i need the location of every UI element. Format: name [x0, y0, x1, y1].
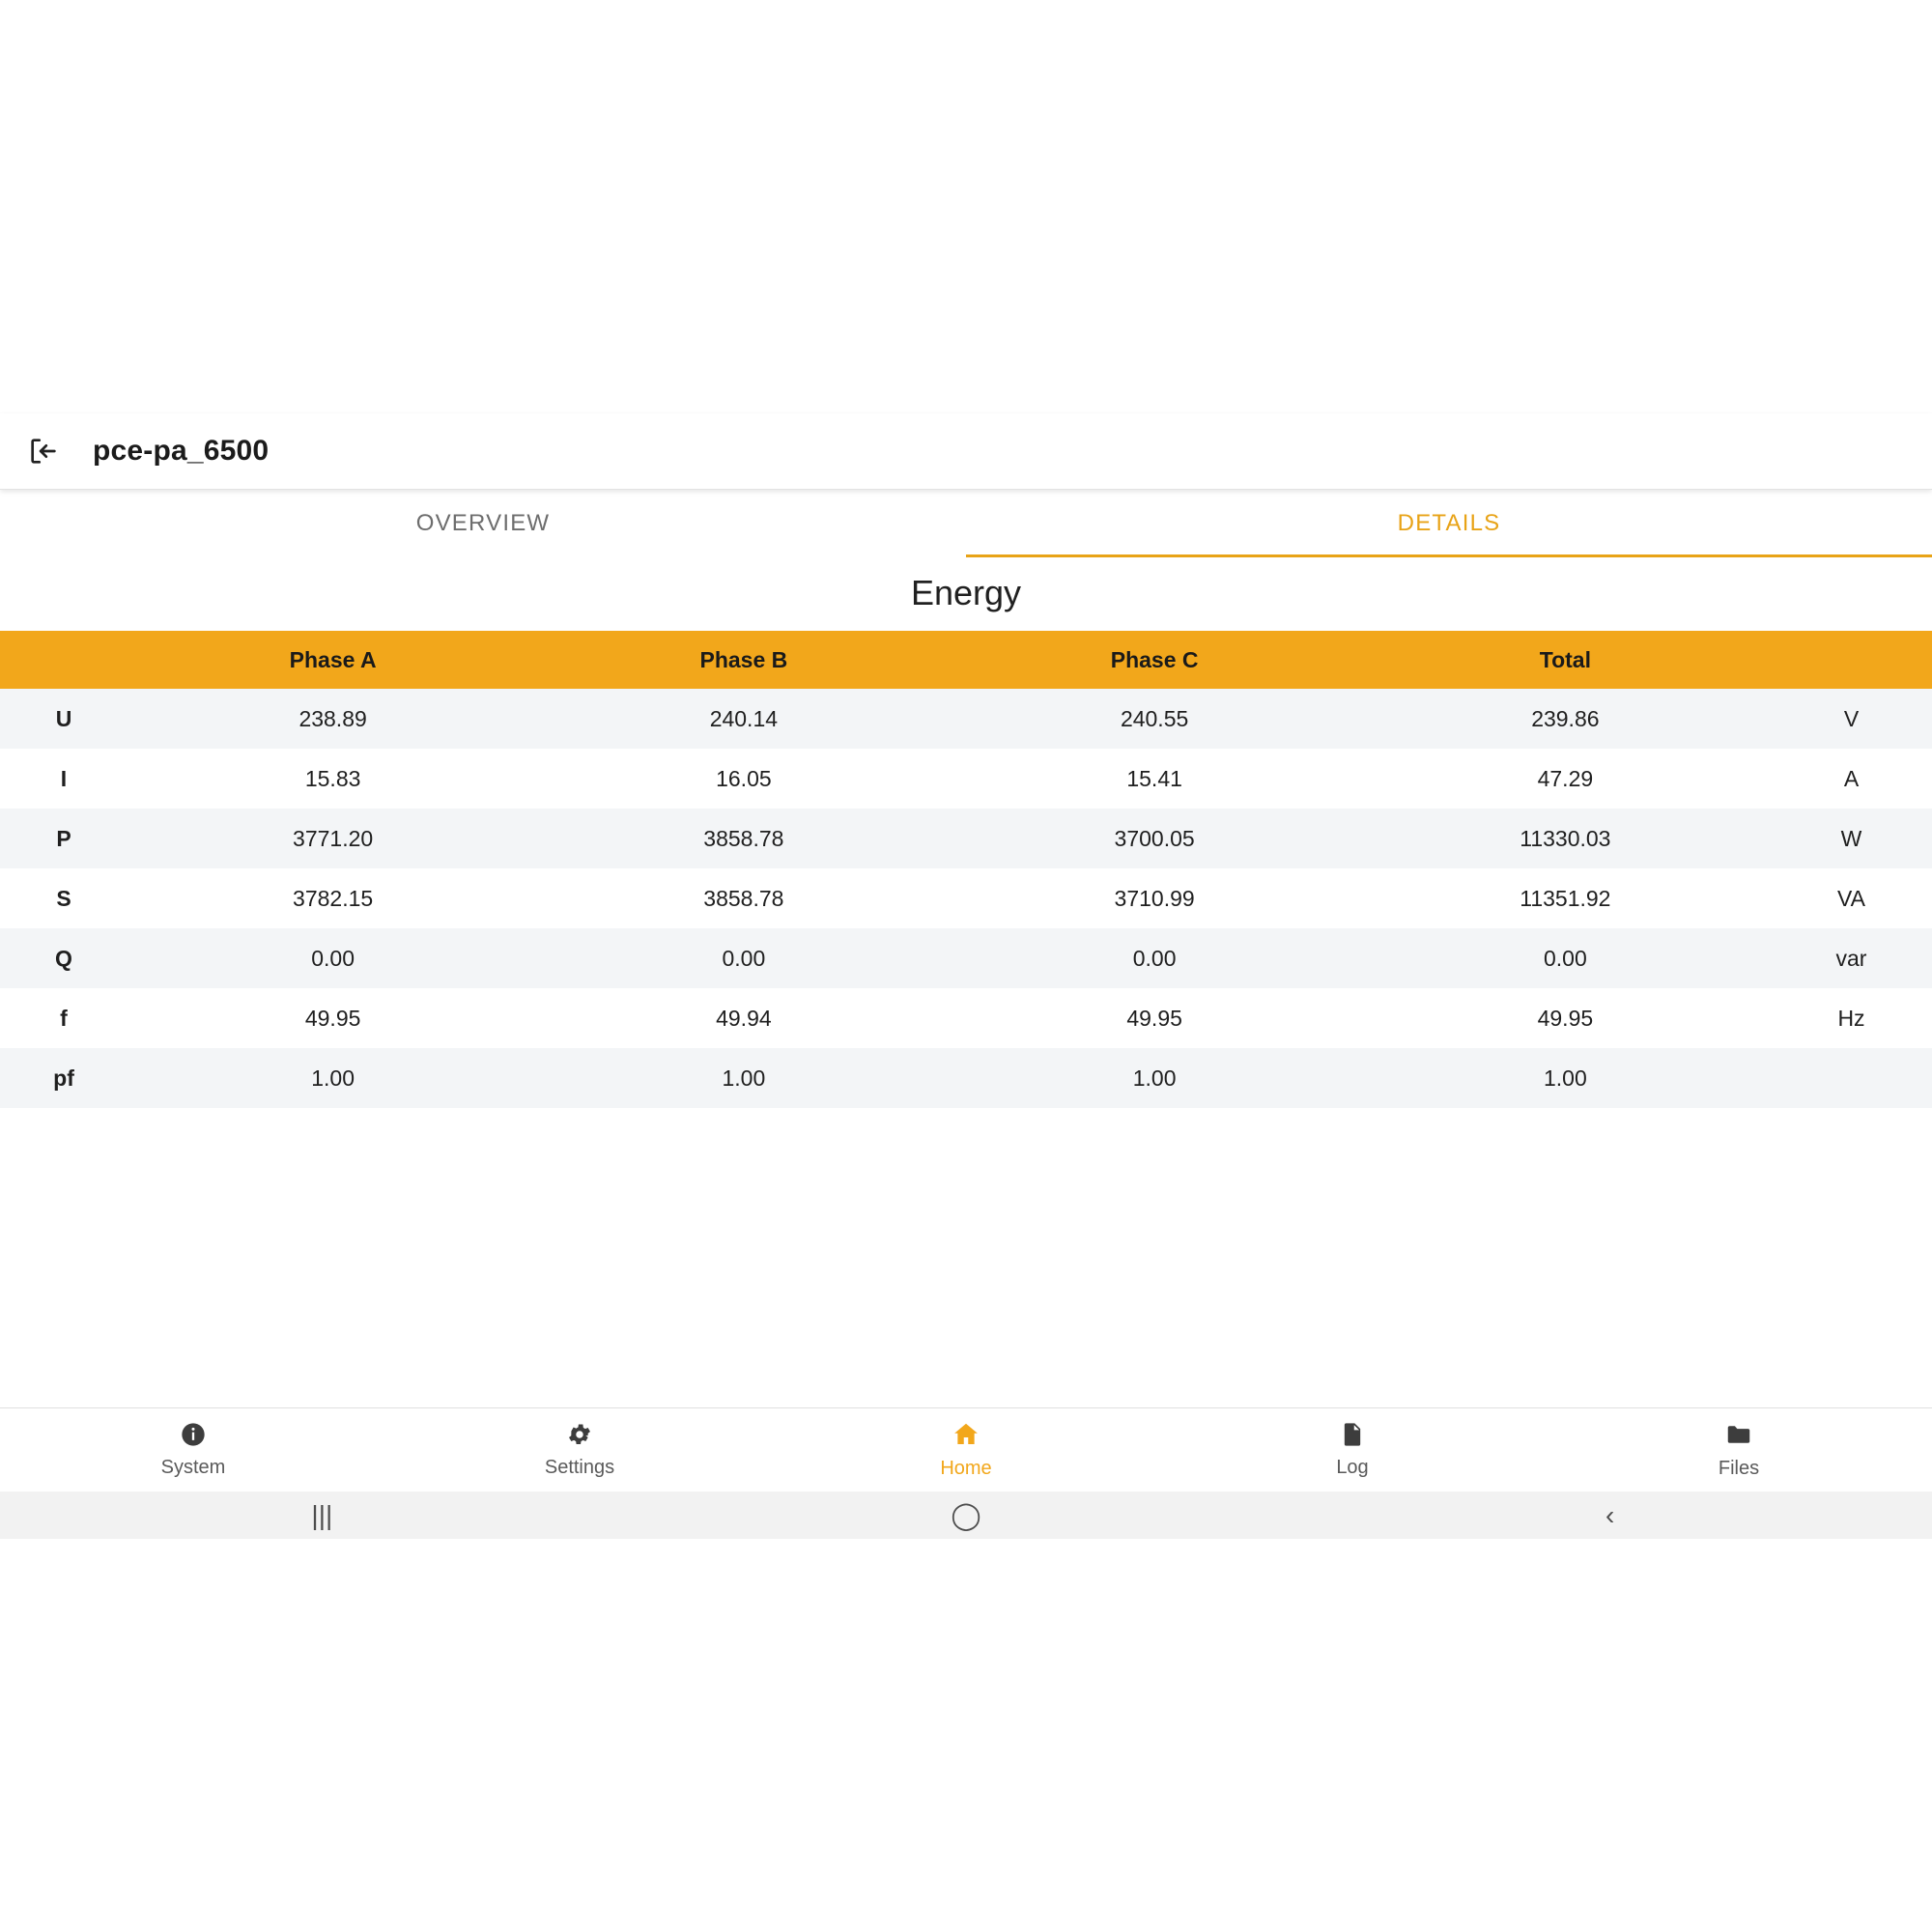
cell-phase-b: 0.00: [538, 928, 949, 988]
table-row: [0, 1048, 1932, 1108]
table-header-row: [0, 631, 1932, 689]
cell-phase-a: 0.00: [128, 928, 538, 988]
nav-label-system: System: [160, 1457, 226, 1478]
recents-icon: |||: [311, 1499, 333, 1530]
table-row: [0, 749, 1932, 809]
cell-phase-c: 15.41: [950, 749, 1360, 809]
cell-phase-b: 1.00: [538, 1048, 949, 1108]
table-row: [0, 988, 1932, 1048]
cell-total: 11330.03: [1360, 809, 1771, 868]
cell-total: 47.29: [1360, 749, 1771, 809]
table-row: [0, 928, 1932, 988]
cell-phase-a: 49.95: [128, 988, 538, 1048]
cell-phase-b: 3858.78: [538, 868, 949, 928]
nav-label-settings: Settings: [544, 1457, 615, 1478]
home-icon: [952, 1420, 980, 1454]
cell-phase-a: 1.00: [128, 1048, 538, 1108]
cell-unit: V: [1771, 689, 1932, 749]
home-button[interactable]: [644, 1499, 1289, 1531]
table-body: [0, 689, 1932, 1108]
nav-item-log[interactable]: [1159, 1421, 1546, 1479]
exit-icon[interactable]: [21, 429, 66, 473]
row-label: U: [0, 689, 128, 749]
cell-phase-c: 240.55: [950, 689, 1360, 749]
row-label: I: [0, 749, 128, 809]
nav-item-files[interactable]: [1546, 1420, 1932, 1480]
table-col-phase-c: Phase C: [950, 631, 1360, 689]
app-bar: [0, 413, 1932, 490]
app-title: pce-pa_6500: [93, 435, 270, 467]
back-chevron-icon: ‹: [1605, 1499, 1615, 1530]
table-header: [0, 631, 1932, 689]
cell-phase-a: 3782.15: [128, 868, 538, 928]
nav-item-system[interactable]: [0, 1421, 386, 1479]
cell-phase-c: 3710.99: [950, 868, 1360, 928]
table-col-total: Total: [1360, 631, 1771, 689]
energy-table: [0, 631, 1932, 1108]
cell-phase-a: 15.83: [128, 749, 538, 809]
page-title: Energy: [910, 573, 1022, 612]
nav-label-home: Home: [940, 1458, 992, 1479]
cell-total: 11351.92: [1360, 868, 1771, 928]
cell-total: 1.00: [1360, 1048, 1771, 1108]
cell-unit: W: [1771, 809, 1932, 868]
cell-unit: var: [1771, 928, 1932, 988]
nav-label-files: Files: [1718, 1458, 1760, 1479]
cell-unit: A: [1771, 749, 1932, 809]
cell-unit: Hz: [1771, 988, 1932, 1048]
table-col-unit: [1771, 631, 1932, 689]
cell-phase-b: 3858.78: [538, 809, 949, 868]
tab-details[interactable]: [966, 490, 1932, 557]
nav-item-settings[interactable]: [386, 1421, 773, 1479]
table-col-phase-b: Phase B: [538, 631, 949, 689]
table-col-blank: [0, 631, 128, 689]
tab-overview[interactable]: [0, 490, 966, 557]
cell-phase-c: 49.95: [950, 988, 1360, 1048]
tab-overview-label: OVERVIEW: [415, 510, 551, 536]
cell-total: 49.95: [1360, 988, 1771, 1048]
document-icon: [1339, 1421, 1366, 1453]
bottom-nav: [0, 1407, 1932, 1492]
back-button[interactable]: [1288, 1500, 1932, 1531]
cell-phase-a: 3771.20: [128, 809, 538, 868]
table-row: [0, 809, 1932, 868]
folder-icon: [1724, 1420, 1753, 1454]
cell-phase-c: 3700.05: [950, 809, 1360, 868]
tab-bar: [0, 490, 1932, 557]
cell-unit: VA: [1771, 868, 1932, 928]
app-window: [0, 413, 1932, 1539]
cell-unit: [1771, 1048, 1932, 1108]
table-col-phase-a: Phase A: [128, 631, 538, 689]
table-row: [0, 868, 1932, 928]
cell-total: 239.86: [1360, 689, 1771, 749]
table-row: [0, 689, 1932, 749]
row-label: S: [0, 868, 128, 928]
cell-phase-b: 16.05: [538, 749, 949, 809]
system-navigation-bar: [0, 1492, 1932, 1539]
cell-phase-a: 238.89: [128, 689, 538, 749]
cell-phase-b: 240.14: [538, 689, 949, 749]
row-label: f: [0, 988, 128, 1048]
recents-button[interactable]: [0, 1500, 644, 1531]
cell-phase-c: 0.00: [950, 928, 1360, 988]
info-icon: [180, 1421, 207, 1453]
nav-label-log: Log: [1336, 1457, 1369, 1478]
home-circle-icon: ◯: [951, 1500, 981, 1530]
cell-total: 0.00: [1360, 928, 1771, 988]
nav-item-home[interactable]: [773, 1420, 1159, 1480]
row-label: pf: [0, 1048, 128, 1108]
cell-phase-c: 1.00: [950, 1048, 1360, 1108]
gear-icon: [566, 1421, 593, 1453]
row-label: Q: [0, 928, 128, 988]
cell-phase-b: 49.94: [538, 988, 949, 1048]
row-label: P: [0, 809, 128, 868]
tab-details-label: DETAILS: [1397, 510, 1501, 536]
